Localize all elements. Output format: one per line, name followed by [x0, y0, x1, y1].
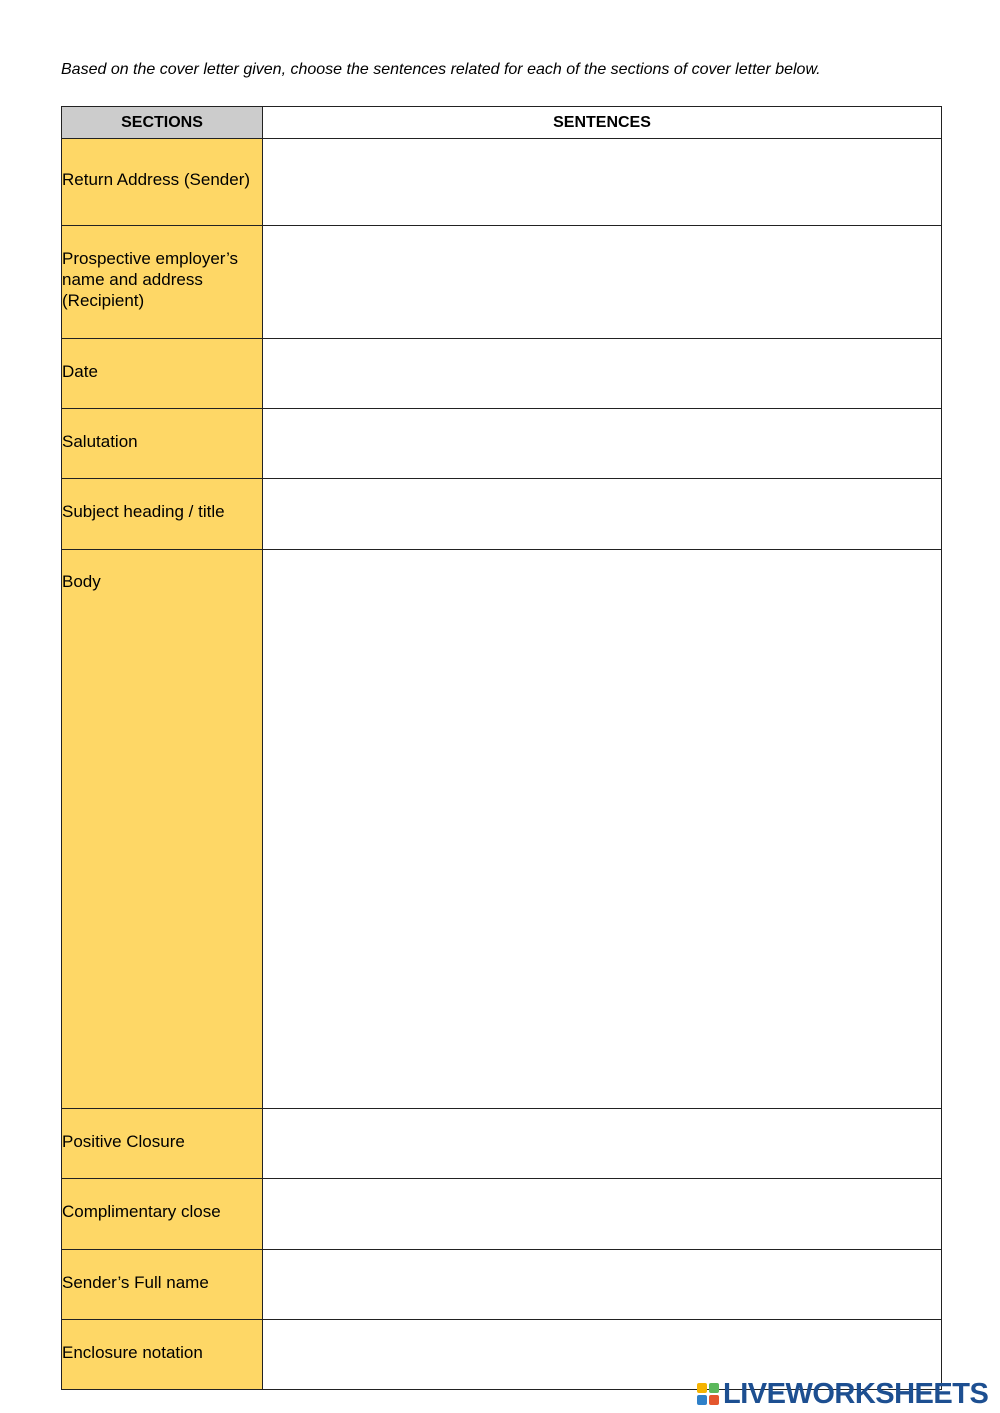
- sections-table: [61, 106, 942, 1390]
- section-label: [62, 1179, 263, 1250]
- section-label: [62, 1109, 263, 1179]
- table-row: [62, 226, 942, 339]
- section-label-text: Prospective employer’s name and address (Recipient): [62, 249, 239, 310]
- instruction-text: Based on the cover letter given, choose the sentences related for each of the sections of cover letter below.: [61, 61, 821, 78]
- answer-input-positive-closure[interactable]: [263, 1109, 941, 1173]
- section-label-text: Sender’s Full name: [62, 1272, 209, 1292]
- section-label-text: Salutation: [62, 431, 138, 451]
- section-label: [62, 409, 263, 479]
- table-row: [62, 339, 942, 409]
- table-row: [62, 1250, 942, 1320]
- table-row: [62, 479, 942, 550]
- section-label: [62, 1320, 263, 1390]
- table-header-row: [62, 107, 942, 139]
- section-label: [62, 1250, 263, 1320]
- answer-cell[interactable]: [263, 1179, 942, 1250]
- answer-cell[interactable]: [263, 139, 942, 226]
- section-label: [62, 479, 263, 550]
- logo-text: LIVEWORKSHEETS: [723, 1377, 989, 1410]
- answer-input-full-name[interactable]: [263, 1250, 941, 1314]
- header-sections: SECTIONS: [62, 107, 263, 139]
- answer-cell[interactable]: [263, 479, 942, 550]
- table-row: [62, 550, 942, 1109]
- table-row: [62, 1179, 942, 1250]
- section-label-text: Subject heading / title: [62, 502, 225, 521]
- answer-cell[interactable]: [263, 226, 942, 339]
- section-label: [62, 226, 263, 339]
- section-label-text: Positive Closure: [62, 1131, 185, 1151]
- section-label-text: Body: [62, 572, 101, 591]
- answer-cell[interactable]: [263, 1250, 942, 1320]
- answer-input-date[interactable]: [263, 339, 941, 403]
- section-label-text: Date: [62, 361, 98, 381]
- answer-input-recipient[interactable]: [263, 226, 941, 333]
- answer-input-return-address[interactable]: [263, 139, 941, 220]
- answer-input-body[interactable]: [263, 550, 941, 1103]
- section-label: [62, 550, 263, 1109]
- section-label-text: Complimentary close: [62, 1202, 221, 1221]
- table-row: [62, 1109, 942, 1179]
- header-sentences: SENTENCES: [263, 107, 942, 139]
- answer-cell[interactable]: [263, 409, 942, 479]
- answer-input-enclosure[interactable]: [263, 1320, 941, 1384]
- logo-mark-icon: [697, 1383, 719, 1405]
- answer-cell[interactable]: [263, 339, 942, 409]
- section-label: [62, 139, 263, 226]
- answer-input-complimentary-close[interactable]: [263, 1179, 941, 1244]
- section-label: [62, 339, 263, 409]
- table-row: [62, 139, 942, 226]
- section-label-text: Return Address (Sender): [62, 170, 251, 189]
- answer-cell[interactable]: [263, 1109, 942, 1179]
- table-row: [62, 409, 942, 479]
- answer-input-salutation[interactable]: [263, 409, 941, 473]
- answer-input-subject[interactable]: [263, 479, 941, 544]
- section-label-text: Enclosure notation: [62, 1342, 203, 1362]
- answer-cell[interactable]: [263, 550, 942, 1109]
- liveworksheets-logo: [697, 1378, 988, 1410]
